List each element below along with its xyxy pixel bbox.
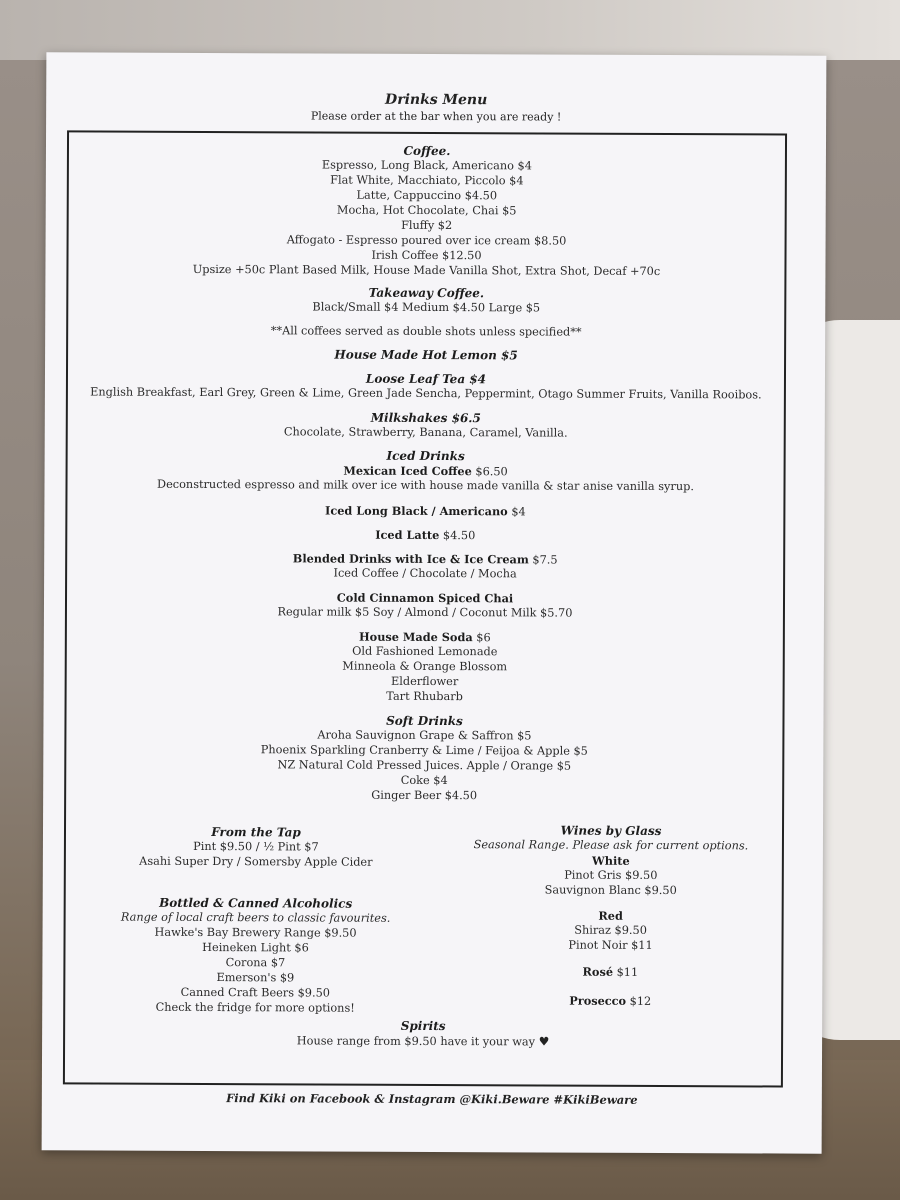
- menu-sheet: [42, 52, 827, 1153]
- coffee-line: Fluffy $2: [401, 218, 453, 233]
- item-name: Mexican Iced Coffee: [343, 463, 472, 479]
- cold-chai-line: Regular milk $5 Soy / Almond / Coconut Milk $5.70: [277, 605, 573, 620]
- bottled-line: Canned Craft Beers $9.50: [180, 985, 330, 1000]
- bottled-line: Corona $7: [225, 956, 286, 970]
- takeaway-heading: Takeaway Coffee.: [368, 285, 485, 301]
- soft-drink-line: NZ Natural Cold Pressed Juices. Apple / Orange $5: [277, 758, 572, 773]
- wines-desc: Seasonal Range. Please ask for current options.: [473, 838, 749, 853]
- item-name: Iced Latte: [375, 527, 440, 543]
- wine-line: Pinot Noir $11: [568, 938, 653, 952]
- iced-heading: Iced Drinks: [386, 448, 465, 464]
- item-price: $7.5: [528, 553, 558, 567]
- soft-drink-line: Ginger Beer $4.50: [371, 788, 478, 803]
- blended-line: Iced Coffee / Chocolate / Mocha: [333, 566, 517, 581]
- tea-line: English Breakfast, Earl Grey, Green & Lime, Green Jade Sencha, Peppermint, Otago Summer Fruits, Vanilla Rooibos.: [90, 385, 762, 402]
- background-top: [0, 0, 900, 60]
- hot-lemon-heading: House Made Hot Lemon $5: [334, 347, 518, 363]
- coffee-upsize-line: Upsize +50c Plant Based Milk, House Made Vanilla Shot, Extra Shot, Decaf +70c: [192, 262, 661, 278]
- soda-line: Tart Rhubarb: [386, 689, 463, 704]
- item-name: Iced Long Black / Americano: [325, 503, 508, 519]
- coffee-line: Latte, Cappuccino $4.50: [356, 188, 498, 203]
- soft-drink-line: Coke $4: [400, 773, 448, 788]
- item-price: $4: [507, 505, 526, 519]
- soda-line: Old Fashioned Lemonade: [352, 644, 498, 659]
- iced-latte: [67, 526, 783, 544]
- bottled-line: Check the fridge for more options!: [155, 1000, 355, 1015]
- bottled-line: Heineken Light $6: [202, 940, 309, 955]
- coffee-heading: Coffee.: [403, 143, 451, 159]
- soft-drink-line: Phoenix Sparkling Cranberry & Lime / Feijoa & Apple $5: [260, 743, 588, 758]
- milkshakes-heading: Milkshakes $6.5: [370, 410, 481, 426]
- item-name: Rosé: [582, 964, 614, 979]
- item-price: $11: [613, 965, 639, 979]
- tap-line: Pint $9.50 / ½ Pint $7: [193, 839, 319, 854]
- wine-line: Shiraz $9.50: [574, 923, 647, 937]
- soft-drinks-heading: Soft Drinks: [386, 713, 463, 729]
- milkshakes-line: Chocolate, Strawberry, Banana, Caramel, Vanilla.: [283, 425, 568, 440]
- takeaway-line: Black/Small $4 Medium $4.50 Large $5: [312, 300, 541, 315]
- item-price: $4.50: [439, 529, 476, 543]
- iced-long-black: [67, 502, 783, 520]
- item-price: $6: [472, 631, 491, 645]
- mexican-iced-coffee-desc: Deconstructed espresso and milk over ice with house made vanilla & star anise vanilla syrup.: [157, 477, 694, 494]
- item-price: $6.50: [471, 465, 508, 479]
- bottled-desc: Range of local craft beers to classic favourites.: [120, 910, 391, 925]
- wine-line: Pinot Gris $9.50: [564, 868, 658, 882]
- coffee-line: Espresso, Long Black, Americano $4: [321, 158, 532, 173]
- menu-border: [63, 130, 787, 1087]
- coffee-line: Affogato - Espresso poured over ice cream $8.50: [286, 233, 567, 248]
- tea-heading: Loose Leaf Tea $4: [365, 371, 487, 387]
- social-footer: Find Kiki on Facebook & Instagram @Kiki.Beware #KikiBeware: [226, 1091, 638, 1107]
- item-name: House Made Soda: [358, 629, 473, 645]
- item-price: $12: [626, 994, 652, 1008]
- bottled-line: Hawke's Bay Brewery Range $9.50: [154, 925, 357, 940]
- heart-icon: ♥: [538, 1034, 550, 1049]
- menu-subtitle: Please order at the bar when you are ready !: [310, 109, 562, 124]
- soda-line: Elderflower: [390, 674, 459, 689]
- item-name: Prosecco: [569, 993, 627, 1008]
- coffee-line: Mocha, Hot Chocolate, Chai $5: [336, 203, 517, 218]
- wine-prosecco: [460, 993, 760, 1009]
- tap-line: Asahi Super Dry / Somersby Apple Cider: [139, 854, 373, 869]
- wines-red-label: Red: [598, 908, 623, 923]
- double-shot-note: **All coffees served as double shots unless specified**: [270, 324, 582, 339]
- wines-heading: Wines by Glass: [560, 823, 662, 838]
- spirits-line: House range from $9.50 have it your way: [296, 1034, 539, 1049]
- cold-chai-name: Cold Cinnamon Spiced Chai: [336, 590, 514, 606]
- item-name: Blended Drinks with Ice & Ice Cream: [292, 551, 529, 567]
- wine-line: Sauvignon Blanc $9.50: [544, 883, 677, 898]
- menu-title: Drinks Menu: [385, 91, 488, 109]
- soda-line: Minneola & Orange Blossom: [342, 659, 508, 674]
- wines-white-label: White: [592, 853, 630, 868]
- wine-rose: [460, 964, 760, 980]
- tap-heading: From the Tap: [211, 825, 301, 840]
- soft-drink-line: Aroha Sauvignon Grape & Saffron $5: [317, 728, 532, 743]
- coffee-line: Flat White, Macchiato, Piccolo $4: [330, 173, 524, 188]
- spirits-heading: Spirits: [400, 1018, 446, 1034]
- bottled-heading: Bottled & Canned Alcoholics: [159, 895, 353, 911]
- coffee-line: Irish Coffee $12.50: [371, 248, 482, 263]
- spirits-line-row: [65, 1032, 781, 1050]
- bottled-line: Emerson's $9: [216, 971, 295, 985]
